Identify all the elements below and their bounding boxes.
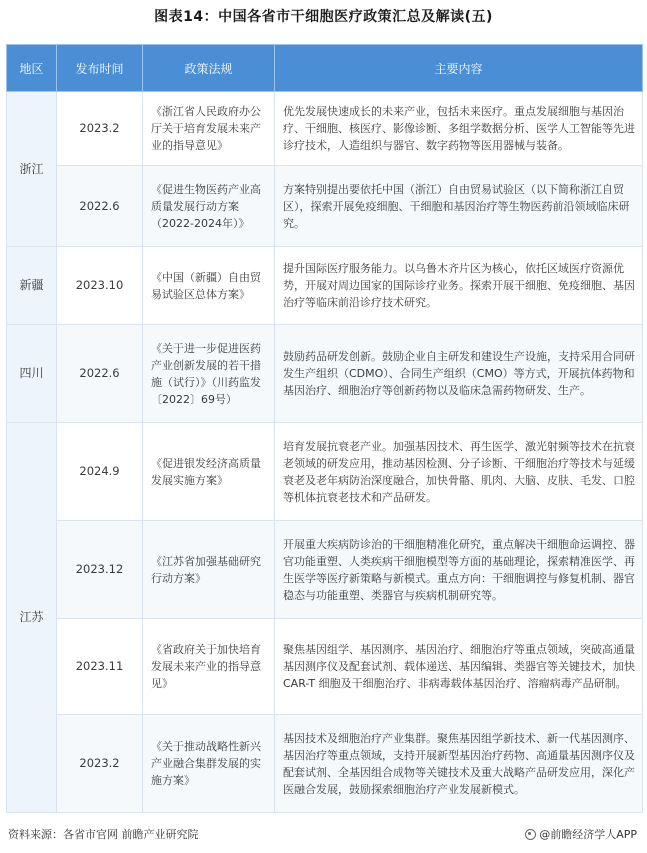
content-cell: 方案特别提出要依托中国（浙江）自由贸易试验区（以下简称浙江自贸区），探索开展免疫细胞、干细胞和基因治疗等生物医药前沿领域临床研究。 — [275, 166, 643, 247]
policy-cell: 《关于进一步促进医药产业创新发展的若干措施（试行）》（川药监发〔2022〕69号） — [143, 325, 275, 423]
table-row — [7, 325, 643, 423]
content-cell: 培育发展抗衰老产业。加强基因技术、再生医学、激光射频等技术在抗衰老领域的研发应用，推动基因检测、分子诊断、干细胞治疗等技术与延缓衰老及老年病防治深度融合，加快骨骼、肌肉、大脑、皮肤、毛发、口腔等机体抗衰老技术和产品研发。 — [275, 423, 643, 521]
policy-cell: 《促进生物医药产业高质量发展行动方案（2022-2024年）》 — [143, 166, 275, 247]
region-cell: 新疆 — [7, 247, 57, 325]
table-row — [7, 423, 643, 521]
table-row — [7, 521, 643, 619]
content-cell: 聚焦基因组学、基因测序、基因治疗、细胞治疗等重点领域，突破高通量基因测序仪及配套试剂、载体递送、基因编辑、类器官等关键技术，加快 CAR-T 细胞及干细胞治疗、非病毒载体基因治疗、溶瘤病毒产品研制。 — [275, 619, 643, 715]
source-note: 资料来源：各省市官网 前瞻产业研究院 — [8, 828, 199, 841]
content-cell: 基因技术及细胞治疗产业集群。聚焦基因组学新技术、新一代基因测序、基因治疗等重点领域，支持开展新型基因治疗药物、高通量基因测序仪及配套试剂、全基因组合成物等关键技术及重大战略产品研发应用，深化产医融合发展，鼓励探索细胞治疗产业发展新模式。 — [275, 715, 643, 813]
policy-table-wrapper — [6, 44, 642, 813]
policy-cell: 《关于推动战略性新兴产业融合集群发展的实施方案》 — [143, 715, 275, 813]
date-cell: 2022.6 — [57, 166, 143, 247]
date-cell: 2023.11 — [57, 619, 143, 715]
date-cell: 2023.2 — [57, 92, 143, 166]
brand-logo-icon — [525, 829, 536, 840]
policy-table — [6, 44, 643, 813]
table-row — [7, 247, 643, 325]
header-date: 发布时间 — [57, 45, 143, 92]
policy-cell: 《浙江省人民政府办公厅关于培育发展未来产业的指导意见》 — [143, 92, 275, 166]
policy-cell: 《江苏省加强基础研究行动方案》 — [143, 521, 275, 619]
region-cell: 浙江 — [7, 92, 57, 247]
policy-cell: 《促进银发经济高质量发展实施方案》 — [143, 423, 275, 521]
date-cell: 2023.12 — [57, 521, 143, 619]
header-content: 主要内容 — [275, 45, 643, 92]
chart-title: 图表14：中国各省市干细胞医疗政策汇总及解读(五) — [154, 9, 493, 25]
table-row — [7, 619, 643, 715]
header-policy: 政策法规 — [143, 45, 275, 92]
region-cell: 江苏 — [7, 423, 57, 813]
content-cell: 鼓励药品研发创新。鼓励企业自主研发和建设生产设施，支持采用合同研发生产组织（CDMO）、合同生产组织（CMO）等方式，开展抗体药物和基因治疗、细胞治疗等创新药物以及临床急需药物研发、生产。 — [275, 325, 643, 423]
date-cell: 2023.10 — [57, 247, 143, 325]
table-header-row — [7, 45, 643, 92]
content-cell: 提升国际医疗服务能力。以乌鲁木齐片区为核心，依托区域医疗资源优势，开展对周边国家的国际诊疗业务。探索开展干细胞、免疫细胞、基因治疗等临床前沿诊疗技术研究。 — [275, 247, 643, 325]
table-row — [7, 166, 643, 247]
date-cell: 2023.2 — [57, 715, 143, 813]
table-row — [7, 715, 643, 813]
content-cell: 开展重大疾病防诊治的干细胞精准化研究，重点解决干细胞命运调控、器官功能重塑、人类疾病干细胞模型等方面的基础理论，探索精准医学、再生医学等医疗新策略与新模式。重点方向：干细胞调控与修复机制、器官稳态与功能重塑、类器官与疾病机制研究等。 — [275, 521, 643, 619]
header-region: 地区 — [7, 45, 57, 92]
date-cell: 2024.9 — [57, 423, 143, 521]
policy-cell: 《中国（新疆）自由贸易试验区总体方案》 — [143, 247, 275, 325]
brand-credit — [525, 826, 637, 842]
table-row — [7, 92, 643, 166]
policy-cell: 《省政府关于加快培育发展未来产业的指导意见》 — [143, 619, 275, 715]
region-cell: 四川 — [7, 325, 57, 423]
date-cell: 2022.6 — [57, 325, 143, 423]
brand-label: @前瞻经济学人APP — [539, 828, 637, 841]
content-cell: 优先发展快速成长的未来产业，包括未来医疗。重点发展细胞与基因治疗、干细胞、核医疗、影像诊断、多组学数据分析、医学人工智能等先进诊疗技术，人造组织与器官、数字药物等医用器械与装备。 — [275, 92, 643, 166]
